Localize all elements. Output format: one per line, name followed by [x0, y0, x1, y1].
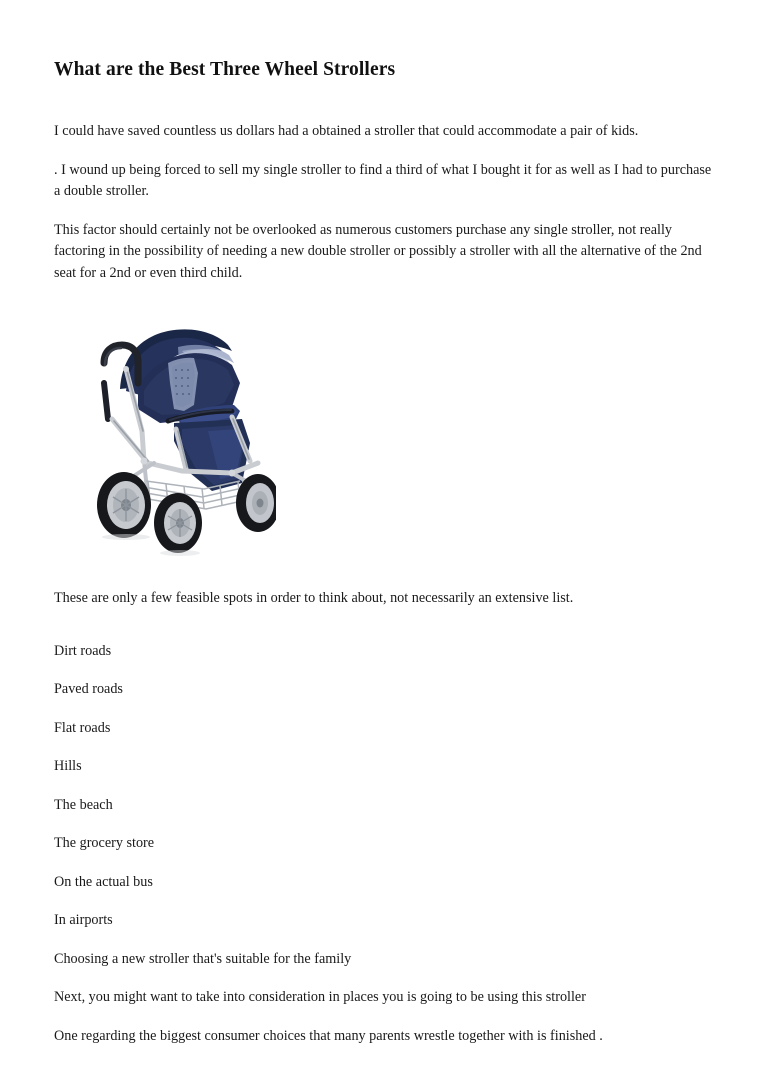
page-title: What are the Best Three Wheel Strollers: [54, 59, 396, 80]
list-item: In airports: [54, 912, 113, 929]
list-item: Flat roads: [54, 719, 111, 736]
paragraph-after-figure: These are only a few feasible spots in order to think about, not necessarily an extensive list.: [54, 590, 574, 607]
stroller-illustration: [82, 311, 276, 557]
paragraph-2: . I wound up being forced to sell my single stroller to find a third of what I bought it for as well as I had to purchase a double stroller.: [54, 161, 712, 200]
list-item: Paved roads: [54, 681, 123, 698]
paragraph-3: This factor should certainly not be overlooked as numerous customers purchase any single stroller, not really factoring in the possibility of needing a new double stroller or possibly a stroller with all the alternative of the 2nd seat for a 2nd or even third child.: [54, 221, 702, 281]
list-item: Dirt roads: [54, 642, 112, 659]
list-item: The grocery store: [54, 835, 155, 852]
closing-paragraph-1: Choosing a new stroller that's suitable for the family: [54, 950, 352, 967]
closing-paragraph-2: Next, you might want to take into consideration in places you is going to be using this stroller: [54, 989, 586, 1006]
list-item: Hills: [54, 758, 82, 775]
list-item: On the actual bus: [54, 873, 153, 890]
stroller-image: [82, 311, 276, 557]
paragraph-1: I could have saved countless us dollars had a obtained a stroller that could accommodate a pair of kids.: [54, 123, 639, 140]
places-list: [54, 641, 714, 932]
figure-wrapper: [54, 311, 714, 557]
closing-paragraph-3: One regarding the biggest consumer choices that many parents wrestle together with is finished .: [54, 1027, 603, 1044]
closing-paragraphs: [54, 949, 714, 1048]
list-item: The beach: [54, 796, 113, 813]
